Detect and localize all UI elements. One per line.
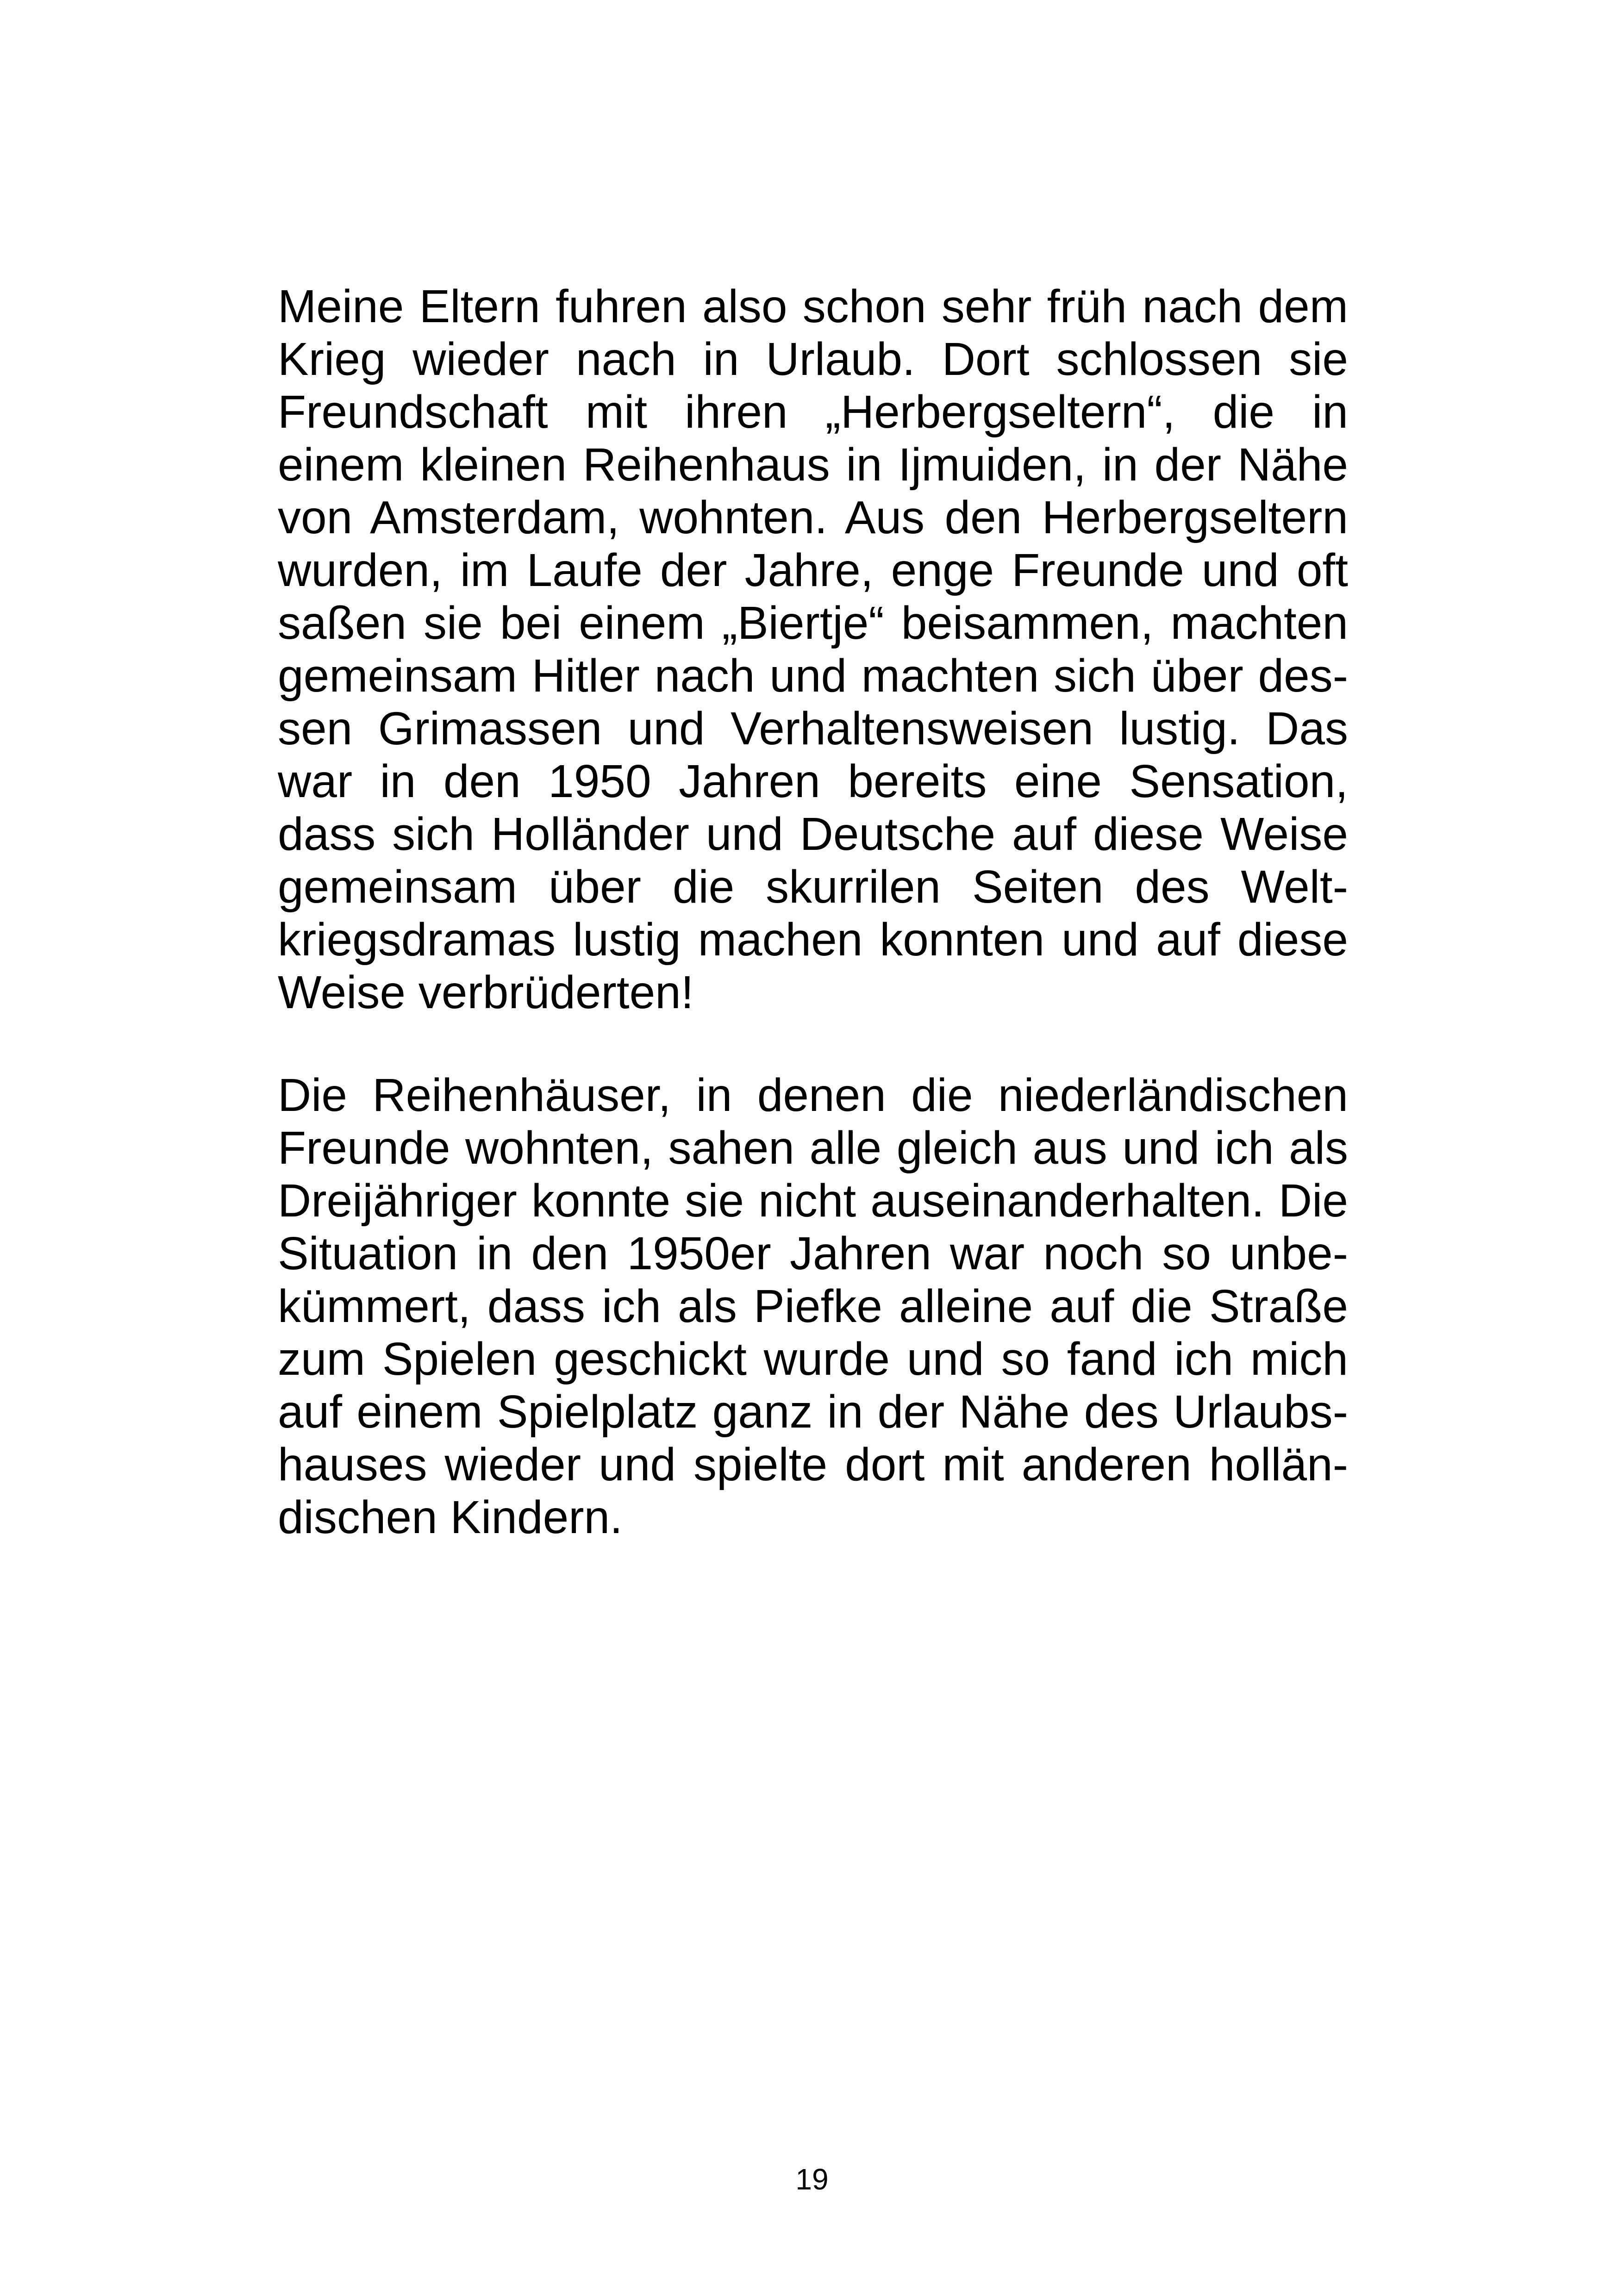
- text-line: dischen Kindern.: [278, 1491, 623, 1543]
- text-line: Die Reihenhäuser, in denen die niederländischen: [278, 1069, 1348, 1121]
- page-number: 19: [795, 2163, 829, 2196]
- text-line: kümmert, dass ich als Piefke alleine auf die Straße: [278, 1280, 1348, 1332]
- text-line: Freundschaft mit ihren „Herbergseltern“, die in: [278, 386, 1348, 438]
- text-line: gemeinsam über die skurrilen Seiten des Welt-: [278, 861, 1348, 913]
- text-line: dass sich Holländer und Deutsche auf diese Weise: [278, 808, 1348, 860]
- text-line: Situation in den 1950er Jahren war noch so unbe-: [278, 1228, 1348, 1279]
- text-line: wurden, im Laufe der Jahre, enge Freunde und oft: [278, 544, 1348, 596]
- text-line: kriegsdramas lustig machen konnten und auf diese: [278, 914, 1348, 966]
- paragraph-2: [278, 1069, 1348, 1544]
- text-line: Dreijähriger konnte sie nicht auseinanderhalten. Die: [278, 1175, 1348, 1227]
- text-line: war in den 1950 Jahren bereits eine Sensation,: [278, 755, 1348, 807]
- text-line: Freunde wohnten, sahen alle gleich aus und ich als: [278, 1122, 1348, 1174]
- paragraph-1: [278, 280, 1348, 1019]
- text-line: Weise verbrüderten!: [278, 967, 694, 1018]
- text-line: von Amsterdam, wohnten. Aus den Herbergseltern: [278, 492, 1348, 543]
- text-line: zum Spielen geschickt wurde und so fand ich mich: [278, 1333, 1348, 1385]
- text-line: sen Grimassen und Verhaltensweisen lustig. Das: [278, 703, 1348, 755]
- text-line: saßen sie bei einem „Biertje“ beisammen, machten: [278, 597, 1348, 649]
- text-line: auf einem Spielplatz ganz in der Nähe des Urlaubs-: [278, 1386, 1348, 1438]
- text-line: einem kleinen Reihenhaus in Ijmuiden, in der Nähe: [278, 439, 1348, 491]
- text-line: gemeinsam Hitler nach und machten sich über des-: [278, 650, 1348, 702]
- text-line: Krieg wieder nach in Urlaub. Dort schlossen sie: [278, 333, 1348, 385]
- text-line: hauses wieder und spielte dort mit anderen hollän-: [278, 1439, 1348, 1491]
- text-line: Meine Eltern fuhren also schon sehr früh nach dem: [278, 281, 1348, 332]
